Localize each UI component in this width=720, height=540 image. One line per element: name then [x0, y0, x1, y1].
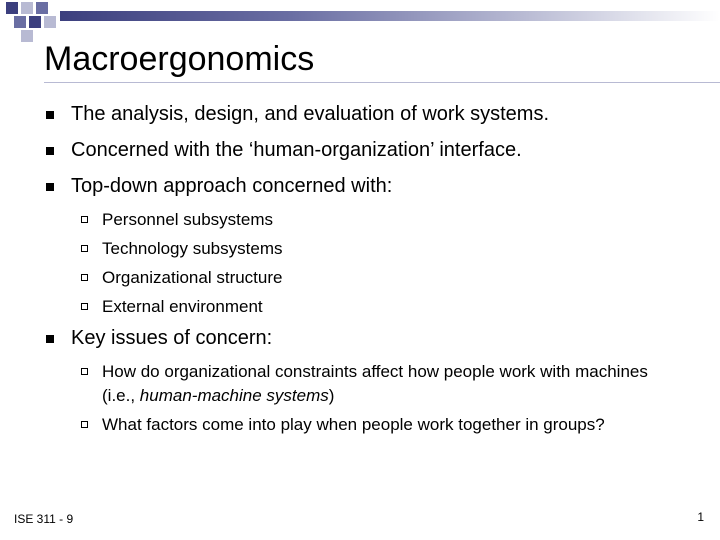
sub-bullet-item [44, 237, 684, 261]
bullet-text: The analysis, design, and evaluation of work systems. [71, 103, 550, 125]
hollow-square-bullet-icon [81, 303, 88, 310]
hollow-square-bullet-icon [81, 216, 88, 223]
sub-bullet-item [44, 413, 684, 437]
bullet-item [44, 172, 684, 200]
slide-title: Macroergonomics [44, 40, 315, 78]
decorative-square [36, 2, 48, 14]
square-bullet-icon [46, 183, 54, 191]
bullet-text: Key issues of concern: [71, 327, 273, 349]
square-bullet-icon [46, 335, 54, 343]
decorative-square [6, 2, 18, 14]
sub-bullet-item [44, 295, 684, 319]
hollow-square-bullet-icon [81, 421, 88, 428]
bullet-text: Concerned with the ‘human-organization’ interface. [71, 139, 522, 161]
sub-bullet-italic-text: human-machine systems [139, 386, 329, 405]
sub-bullet-text: Personnel subsystems [102, 210, 274, 229]
sub-bullet-text: What factors come into play when people work together in groups? [102, 415, 605, 434]
hollow-square-bullet-icon [81, 245, 88, 252]
hollow-square-bullet-icon [81, 274, 88, 281]
square-bullet-icon [46, 111, 54, 119]
sub-bullet-item [44, 266, 684, 290]
bullet-item [44, 136, 684, 164]
sub-bullet-text: Technology subsystems [102, 239, 283, 258]
sub-bullet-text-start: How do organizational constraints affect how people work with machines (i.e., [102, 362, 648, 405]
sub-bullet-text: External environment [102, 297, 263, 316]
bullet-item [44, 100, 684, 128]
decorative-square [29, 16, 41, 28]
decorative-square [21, 2, 33, 14]
decorative-square [21, 30, 33, 42]
decorative-square [14, 16, 26, 28]
decorative-gradient-bar [60, 11, 720, 21]
slide-content [44, 100, 684, 442]
hollow-square-bullet-icon [81, 368, 88, 375]
footer-course-label: ISE 311 - 9 [14, 512, 74, 526]
sub-bullet-text: Organizational structure [102, 268, 283, 287]
sub-bullet-item [44, 360, 684, 408]
square-bullet-icon [46, 147, 54, 155]
page-number: 1 [697, 510, 704, 524]
bullet-item [44, 324, 684, 352]
decorative-square [44, 16, 56, 28]
bullet-text: Top-down approach concerned with: [71, 175, 393, 197]
sub-bullet-item [44, 208, 684, 232]
title-divider [44, 82, 720, 83]
sub-bullet-text-end: ) [328, 386, 335, 405]
